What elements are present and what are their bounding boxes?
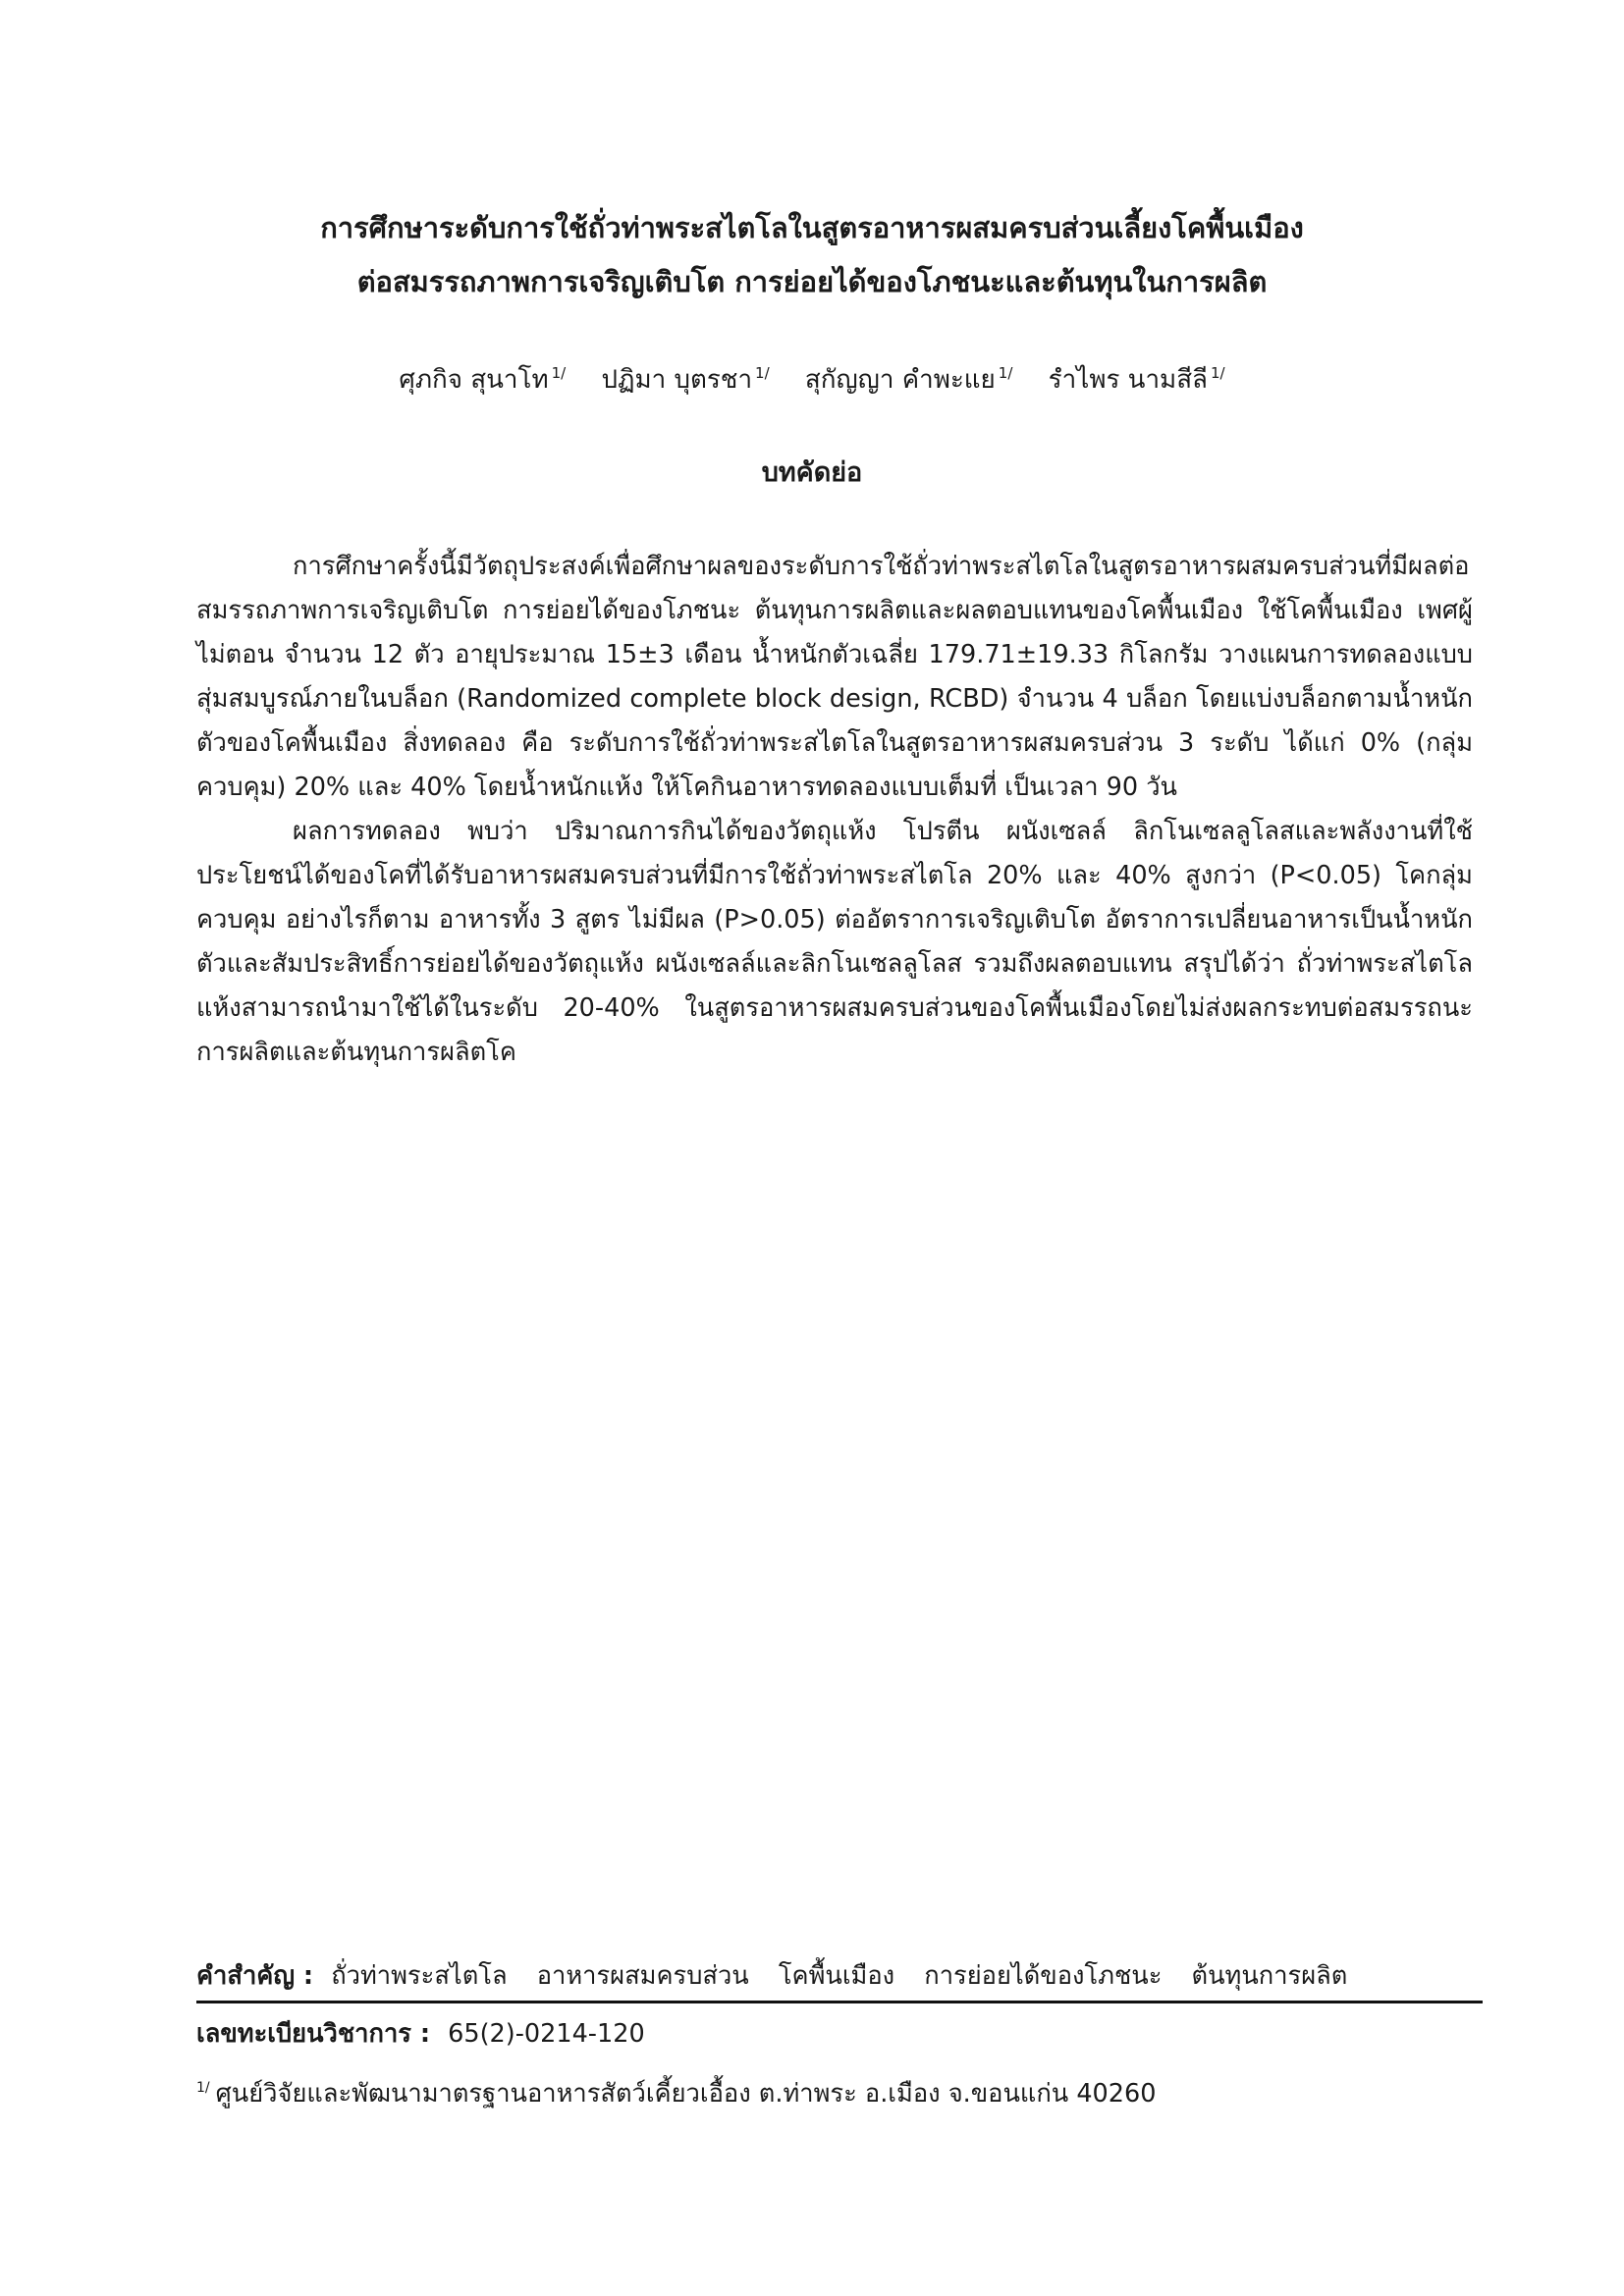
abstract-paragraph: การศึกษาครั้งนี้มีวัตถุประสงค์เพื่อศึกษาผลของระดับการใช้ถั่วท่าพระสไตโลในสูตรอาหารผสมครบส่วนที่มีผลต่อสมรรถภาพการเจริญเติบโต การย่อยได้ของโภชนะ ต้นทุนการผลิตและผลตอบแทนของโคพื้นเมือง ใช้โคพื้นเมือง เพศผู้ ไม่ตอน จำนวน 12 ตัว อายุประมาณ 15±3 เดือน น้ำหนักตัวเฉลี่ย 179.71±19.33 กิโลกรัม วางแผนการทดลองแบบสุ่มสมบูรณ์ภายในบล็อก (Randomized complete block design, RCBD) จำนวน 4 บล็อก โดยแบ่งบล็อกตามน้ำหนักตัวของโคพื้นเมือง สิ่งทดลอง คือ ระดับการใช้ถั่วท่าพระสไตโลในสูตรอาหารผสมครบส่วน 3 ระดับ ได้แก่ 0% (กลุ่มควบคุม) 20% และ 40% โดยน้ำหนักแห้ง ให้โคกินอาหารทดลองแบบเต็มที่ เป็นเวลา 90 วัน (196, 552, 1473, 802)
author-affiliation-mark: 1/ (755, 364, 770, 382)
author-name: ปฏิมา บุตรชา (601, 365, 753, 395)
author-affiliation-mark: 1/ (1211, 364, 1225, 382)
keywords-label: คำสำคัญ : (196, 1961, 314, 1991)
keyword: การย่อยได้ของโภชนะ (924, 1961, 1163, 1991)
footer-divider (196, 2001, 1483, 2003)
author-name: รำไพร นามสีลี (1048, 365, 1208, 395)
registration-number: 65(2)-0214-120 (448, 2019, 645, 2049)
keyword: ถั่วท่าพระสไตโล (331, 1961, 508, 1991)
author-affiliation-mark: 1/ (551, 364, 567, 382)
abstract-body (196, 545, 1473, 1075)
author (1049, 355, 1225, 398)
author-list (196, 355, 1428, 398)
abstract-paragraph: ผลการทดลอง พบว่า ปริมาณการกินได้ของวัตถุแห้ง โปรตีน ผนังเซลล์ ลิกโนเซลลูโลสและพลังงานที่ใช้ประโยชน์ได้ของโคที่ได้รับอาหารผสมครบส่วนที่มีการใช้ถั่วท่าพระสไตโล 20% และ 40% สูงกว่า (P<0.05) โคกลุ่มควบคุม อย่างไรก็ตาม อาหารทั้ง 3 สูตร ไม่มีผล (P>0.05) ต่ออัตราการเจริญเติบโต อัตราการเปลี่ยนอาหารเป็นน้ำหนักตัวและสัมประสิทธิ์การย่อยได้ของวัตถุแห้ง ผนังเซลล์และลิกโนเซลลูโลส รวมถึงผลตอบแทน สรุปได้ว่า ถั่วท่าพระสไตโลแห้งสามารถนำมาใช้ได้ในระดับ 20-40% ในสูตรอาหารผสมครบส่วนของโคพื้นเมืองโดยไม่ส่งผลกระทบต่อสมรรถนะการผลิตและต้นทุนการผลิตโค (196, 817, 1473, 1067)
author (601, 355, 769, 398)
author-name: ศุภกิจ สุนาโท (399, 365, 549, 395)
abstract-heading: บทคัดย่อ (761, 457, 863, 488)
affiliation-footnote (196, 2068, 1473, 2113)
keyword: อาหารผสมครบส่วน (536, 1961, 749, 1991)
keyword: ต้นทุนการผลิต (1191, 1961, 1348, 1991)
affiliation-mark: 1/ (196, 2080, 210, 2096)
author-affiliation-mark: 1/ (998, 364, 1013, 382)
title-line-2: ต่อสมรรถภาพการเจริญเติบโต การย่อยได้ของโภชนะและต้นทุนในการผลิต (356, 265, 1268, 298)
keywords-line (196, 1956, 1473, 1996)
registration-line (196, 2014, 1473, 2054)
author (805, 355, 1012, 398)
registration-label: เลขทะเบียนวิชาการ : (196, 2019, 431, 2049)
affiliation-text: ศูนย์วิจัยและพัฒนามาตรฐานอาหารสัตว์เคี้ยวเอื้อง ต.ท่าพระ อ.เมือง จ.ขอนแก่น 40260 (215, 2079, 1157, 2109)
keyword: โคพื้นเมือง (778, 1961, 895, 1991)
author-name: สุกัญญา คำพะแย (804, 365, 996, 395)
title-line-1: การศึกษาระดับการใช้ถั่วท่าพระสไตโลในสูตรอาหารผสมครบส่วนเลี้ยงโคพื้นเมือง (320, 211, 1304, 244)
author (399, 355, 566, 398)
paper-title (196, 201, 1428, 309)
